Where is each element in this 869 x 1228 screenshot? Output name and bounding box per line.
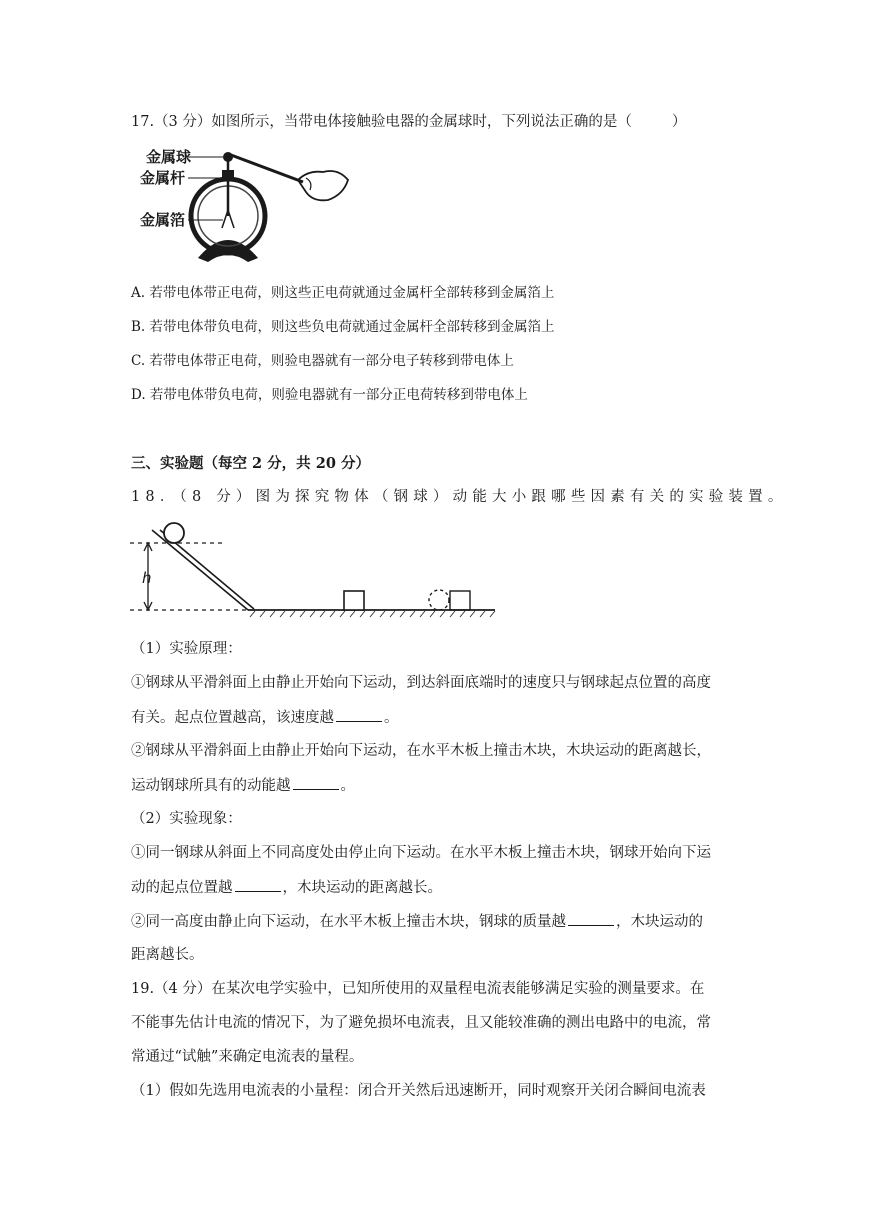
q18-phenomenon-2-line1 (131, 911, 703, 932)
electroscope-figure (138, 140, 353, 270)
q18-principle-2-end: 。 (340, 778, 355, 794)
q18-principle-1-line1: ①钢球从平滑斜面上由静止开始向下运动，到达斜面底端时的速度只与钢球起点位置的高度 (131, 675, 711, 691)
q17-stem (131, 112, 686, 132)
label-metal-foil: 金属箔 (140, 211, 186, 229)
q19-line4: （1）假如先选用电流表的小量程：闭合开关然后迅速断开，同时观察开关闭合瞬间电流表 (131, 1083, 706, 1099)
incline-figure (130, 518, 500, 620)
q18-principle-1-end: 。 (384, 710, 399, 726)
q17-option-a: A. 若带电体带正电荷，则这些正电荷就通过金属杆全部转移到金属箔上 (131, 285, 555, 301)
label-metal-ball: 金属球 (146, 148, 192, 166)
q17-option-d: D. 若带电体带负电荷，则验电器就有一部分正电荷转移到带电体上 (131, 387, 528, 403)
q18-phenomenon-title: （2）实验现象： (131, 811, 242, 827)
q18-phenomenon-1-end: ，木块运动的距离越长。 (282, 880, 442, 896)
answer-blank-1[interactable] (336, 707, 382, 722)
q18-phenomenon-1-line1: ①同一钢球从斜面上不同高度处由停止向下运动。在水平木板上撞击木块，钢球开始向下运 (131, 845, 711, 861)
q17-option-b: B. 若带电体带负电荷，则这些负电荷就通过金属杆全部转移到金属箔上 (131, 319, 555, 335)
q19-line1: 19.（4 分）在某次电学实验中，已知所使用的双量程电流表能够满足实验的测量要求。在 (131, 981, 705, 997)
q18-phenomenon-1-line2 (131, 877, 442, 898)
q19-line2: 不能事先估计电流的情况下，为了避免损坏电流表，且又能较准确的测出电路中的电流，常 (131, 1015, 711, 1031)
q17-stem-close: ） (671, 114, 687, 130)
answer-blank-3[interactable] (235, 877, 281, 892)
q19-line3: 常通过“试触”来确定电流表的量程。 (131, 1049, 364, 1065)
height-label: h (142, 569, 152, 587)
q18-stem: 18．（8 分）图为探究物体（钢球）动能大小跟哪些因素有关的实验装置。 (131, 489, 788, 505)
q17-stem-text: 17.（3 分）如图所示，当带电体接触验电器的金属球时，下列说法正确的是（ (131, 114, 632, 130)
section3-title: 三、实验题（每空 2 分，共 20 分） (131, 455, 370, 472)
q18-phenomenon-2-text: ②同一高度由静止向下运动，在水平木板上撞击木块，钢球的质量越 (131, 914, 566, 930)
q18-phenomenon-2-end: ，木块运动的 (616, 914, 703, 930)
q18-phenomenon-1-text: 动的起点位置越 (131, 880, 233, 896)
q18-principle-2-line2 (131, 775, 355, 796)
q18-principle-2-line1: ②钢球从平滑斜面上由静止开始向下运动，在水平木板上撞击木块，木块运动的距离越长， (131, 743, 711, 759)
q18-principle-title: （1）实验原理： (131, 641, 242, 657)
label-metal-rod: 金属杆 (140, 169, 186, 187)
answer-blank-4[interactable] (568, 911, 614, 926)
q18-principle-1-line2 (131, 707, 399, 728)
q18-principle-2-text: 运动钢球所具有的动能越 (131, 778, 291, 794)
answer-blank-2[interactable] (293, 775, 339, 790)
q18-phenomenon-2-line2: 距离越长。 (131, 947, 204, 963)
q17-option-c: C. 若带电体带正电荷，则验电器就有一部分电子转移到带电体上 (131, 353, 514, 369)
q18-principle-1-text: 有关。起点位置越高，该速度越 (131, 710, 334, 726)
